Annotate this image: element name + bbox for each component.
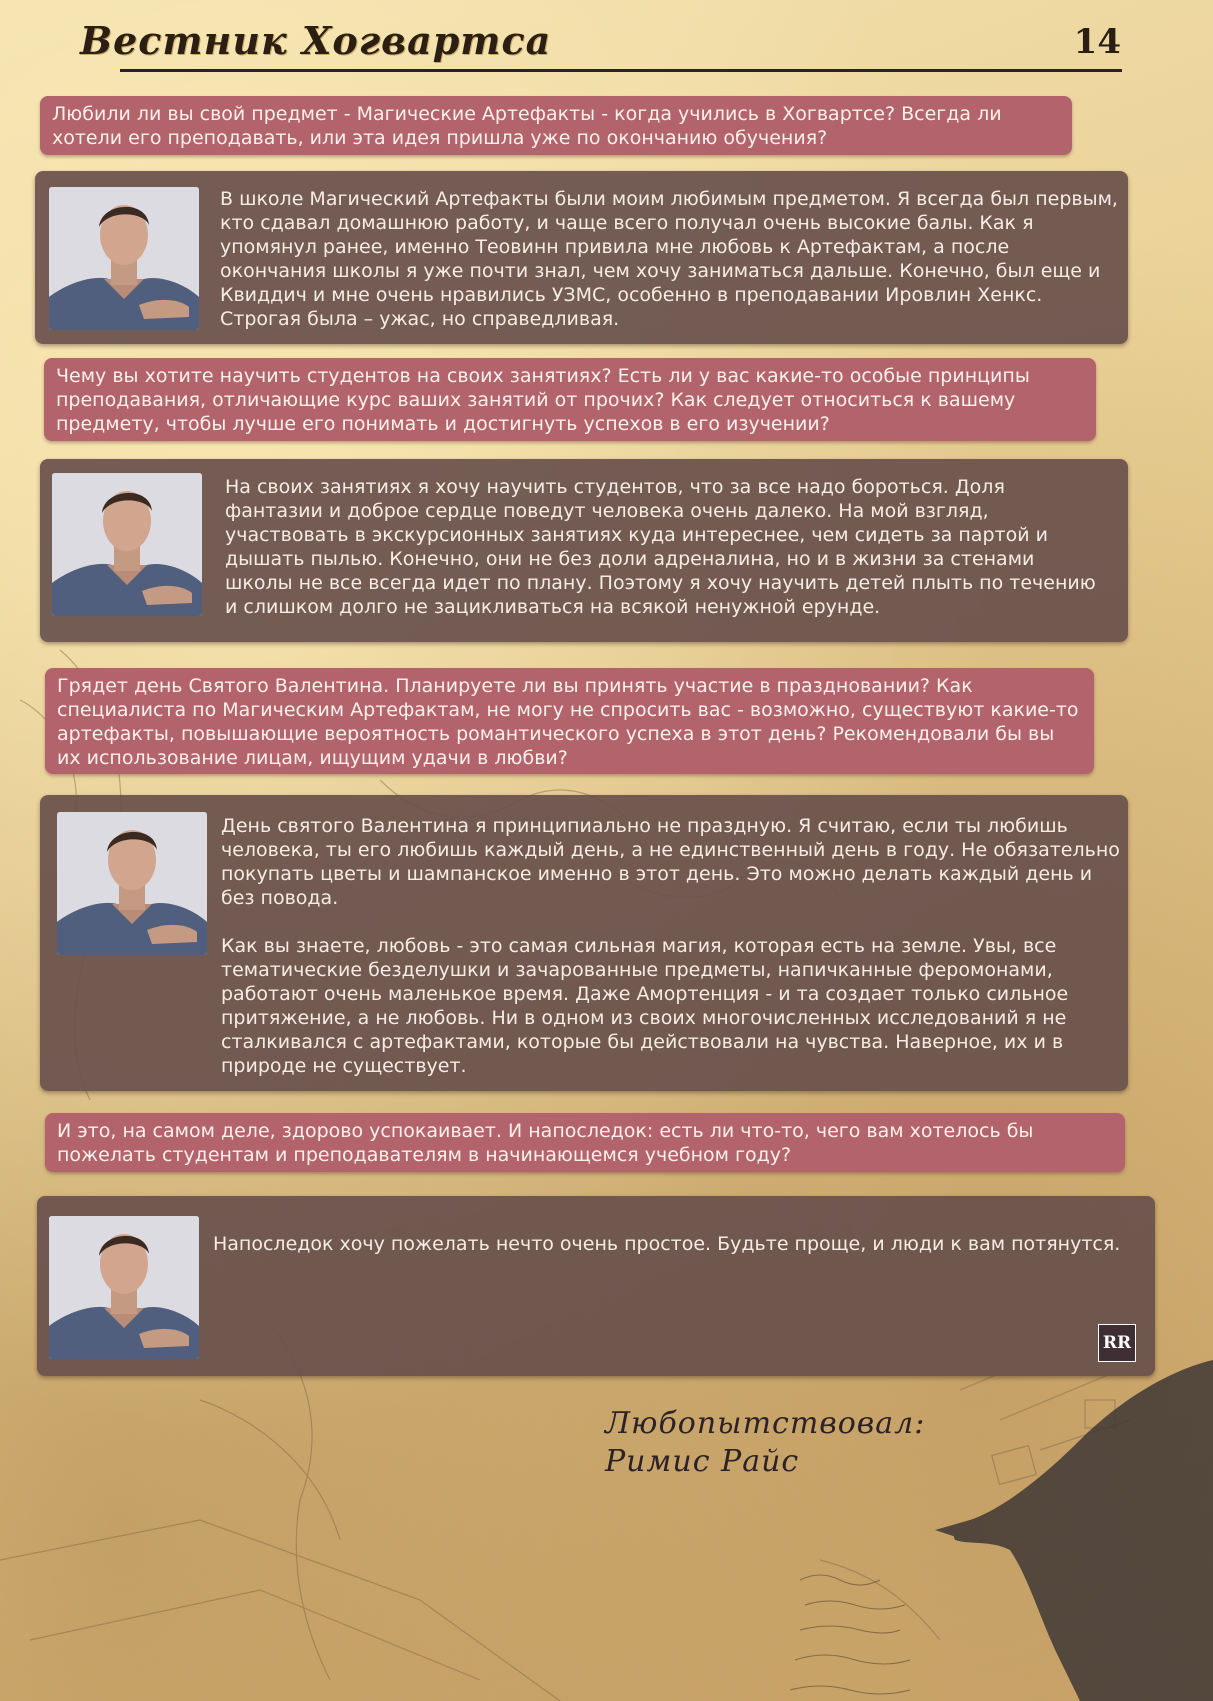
interview-question — [40, 96, 1072, 155]
answer-text: В школе Магический Артефакты были моим любимым предметом. Я всегда был первым, кто сдавал домашнюю работу, и чаще всего получал очень высокие балы. Как я упомянул ранее, именно Теовинн привила мне любовь к Артефактам, а после окончания школы я уже почти знал, чем хочу заниматься дальше. Конечно, был еще и Квиддич и мне очень нравились УЗМС, особенно в преподавании Ировлин Хенкс. Строгая была – ужас, но справедливая. — [220, 188, 1125, 330]
interview-question — [45, 1113, 1125, 1172]
answer-text: День святого Валентина я принципиально не праздную. Я считаю, если ты любишь человека, ты его любишь каждый день, а не единственный день в году. Не обязательно покупать цветы и шампанское именно в этот день. Это можно делать каждый день и без повода. Как вы знаете, любовь - это самая сильная магия, которая есть на земле. Увы, все тематические безделушки и зачарованные предметы, напичканные феромонами, работают очень маленькое время. Даже Амортенция - и та создает только сильное притяжение, а не любовь. Ни в одном из своих многочисленных исследований я не сталкивался с артефактами, которые бы действовали на чувства. Наверное, их и в природе не существует. — [221, 815, 1120, 1077]
portrait-image-icon — [49, 187, 199, 330]
header-rule — [120, 69, 1122, 72]
portrait-image-icon — [49, 1216, 199, 1359]
portrait-image-icon — [57, 812, 207, 955]
answer-text: Напоследок хочу пожелать нечто очень простое. Будьте проще, и люди к вам потянутся. — [213, 1233, 1121, 1255]
magazine-title: Вестник Хогвартса — [80, 18, 552, 63]
teacher-portrait — [49, 187, 199, 330]
answer-text: На своих занятиях я хочу научить студентов, что за все надо бороться. Доля фантазии и доброе сердце поведут человека очень далеко. На мой взгляд, участвовать в экскурсионных занятиях куда интереснее, чем сидеть за партой и дышать пылью. Конечно, они не без доли адреналина, но и в жизни за стенами школы не все всегда идет по плану. Поэтому я хочу научить детей плыть по течению и слишком долго не зацикливаться на всякой ненужной ерунде. — [225, 476, 1102, 618]
portrait-image-icon — [52, 473, 202, 616]
interview-answer — [40, 795, 1128, 1091]
question-text: И это, на самом деле, здорово успокаивает. И напоследок: есть ли что-то, чего вам хотелось бы пожелать студентам и преподавателям в начинающемся учебном году? — [57, 1120, 1034, 1166]
teacher-portrait — [57, 812, 207, 955]
interviewer-signature — [605, 1405, 925, 1481]
interview-answer — [40, 459, 1128, 642]
interviewer-name: Римис Райс — [605, 1444, 800, 1479]
question-text: Любили ли вы свой предмет - Магические Артефакты - когда учились в Хогвартсе? Всегда ли хотели его преподавать, или эта идея пришла уже по окончанию обучения? — [52, 103, 1002, 149]
question-text: Чему вы хотите научить студентов на своих занятиях? Есть ли у вас какие-то особые принципы преподавания, отличающие курс ваших занятий от прочих? Как следует относиться к вашему предмету, чтобы лучше его понимать и достигнуть успехов в его изучении? — [56, 365, 1030, 435]
interview-question — [44, 358, 1096, 441]
author-monogram-badge: RR — [1098, 1324, 1136, 1362]
teacher-portrait — [52, 473, 202, 616]
signature-caption: Любопытствовал: — [605, 1406, 926, 1441]
interview-answer — [37, 1196, 1155, 1376]
question-text: Грядет день Святого Валентина. Планируете ли вы принять участие в праздновании? Как специалиста по Магическим Артефактам, не могу не спросить вас - возможно, существуют какие-то артефакты, повышающие вероятность романтического успеха в этот день? Рекомендовали бы вы их использование лицам, ищущим удачи в любви? — [57, 675, 1079, 769]
teacher-portrait — [49, 1216, 199, 1359]
interview-question — [45, 668, 1094, 774]
page-number: 14 — [1073, 22, 1121, 62]
interview-answer — [35, 171, 1128, 344]
